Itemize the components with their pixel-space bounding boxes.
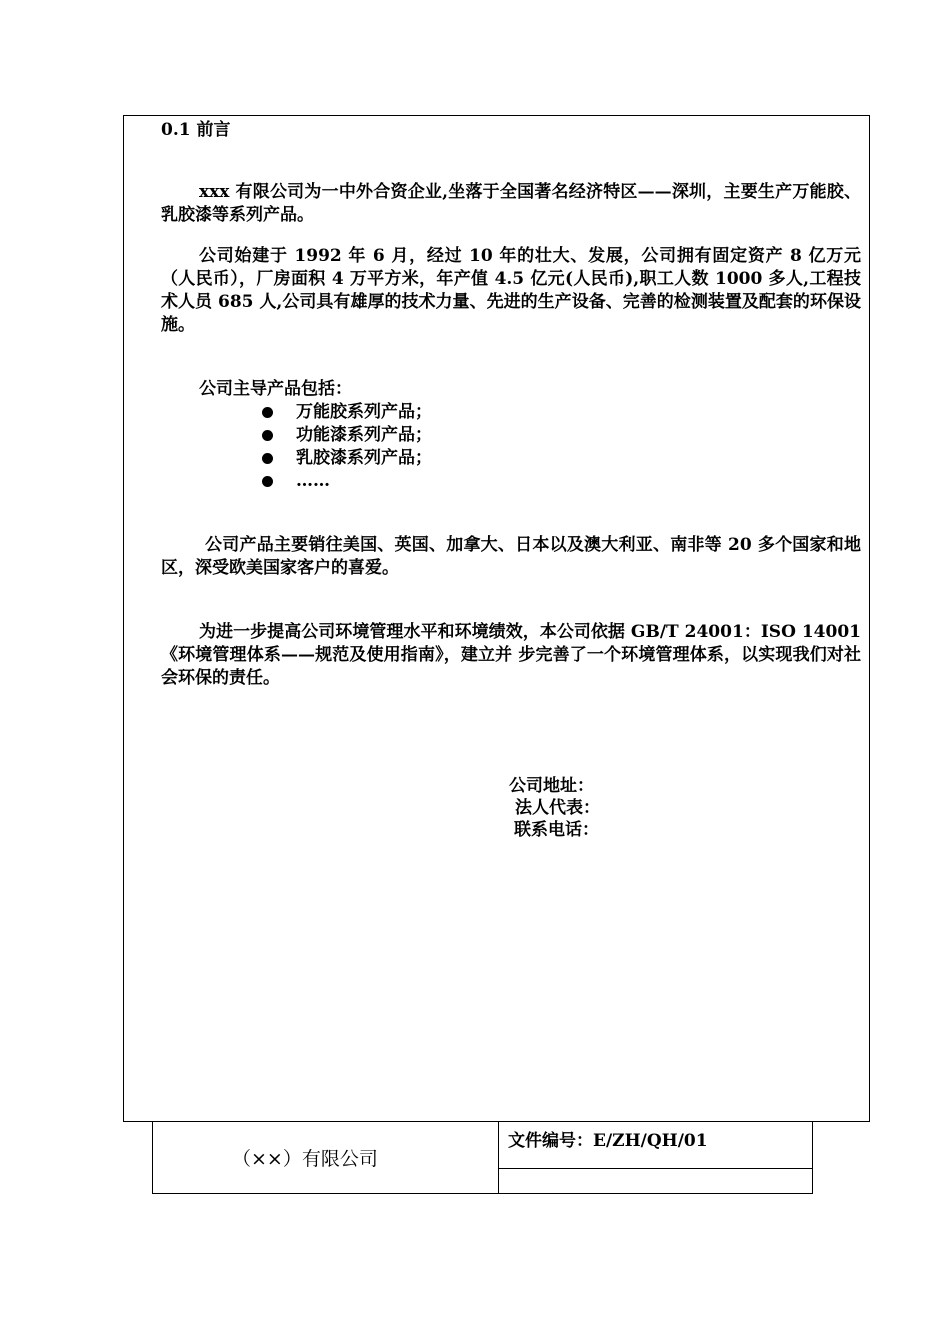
bullet-icon (262, 407, 273, 418)
list-item: 功能漆系列产品； (262, 424, 432, 447)
contact-legal-rep: 法人代表： (515, 798, 600, 818)
paragraph-company-history: 公司始建于 1992 年 6 月，经过 10 年的壮大、发展，公司拥有固定资产 8 亿万元（人民币），厂房面积 4 万平方米，年产值 4.5 亿元(人民币),职工人数 1000 多人,工程技术人员 685 人,公司具有雄厚的技术力量、先进的生产设备、完善的检测装置及配套的环保设施。 (161, 246, 861, 335)
footer-company-name: （××）有限公司 (232, 1148, 378, 1170)
footer-row-divider (498, 1168, 813, 1169)
paragraph-ems-purpose: 为进一步提高公司环境管理水平和环境绩效，本公司依据 GB/T 24001：ISO 14001《环境管理体系——规范及使用指南》，建立并 步完善了一个环境管理体系，以实现我们对社会环保的责任。 (161, 622, 861, 688)
paragraph-markets: 公司产品主要销往美国、英国、加拿大、日本以及澳大利亚、南非等 20 多个国家和地区，深受欧美国家客户的喜爱。 (161, 535, 861, 578)
products-intro: 公司主导产品包括： (199, 379, 352, 399)
list-item: …… (262, 470, 432, 493)
paragraph-company-intro: xxx 有限公司为一中外合资企业,坐落于全国著名经济特区——深圳，主要生产万能胶、乳胶漆等系列产品。 (161, 182, 861, 225)
footer-doc-number: 文件编号：E/ZH/QH/01 (508, 1131, 708, 1151)
bullet-icon (262, 430, 273, 441)
footer-divider (498, 1121, 499, 1194)
product-list (262, 401, 432, 493)
bullet-icon (262, 453, 273, 464)
bullet-icon (262, 476, 273, 487)
list-item: 万能胶系列产品； (262, 401, 432, 424)
list-item: 乳胶漆系列产品； (262, 447, 432, 470)
contact-address: 公司地址： (509, 776, 594, 796)
section-title: 0.1 前言 (161, 120, 231, 140)
contact-phone: 联系电话： (514, 820, 599, 840)
